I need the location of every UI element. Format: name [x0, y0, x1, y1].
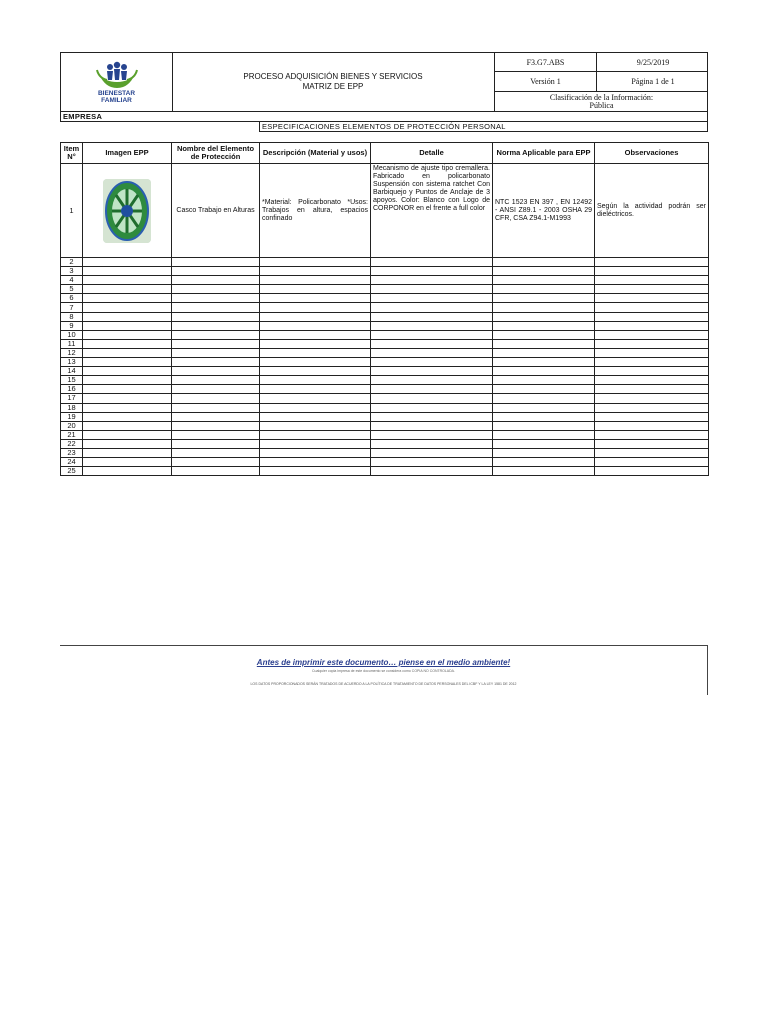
- empty-cell: [260, 276, 371, 285]
- empty-cell: [595, 430, 709, 439]
- empty-cell: [371, 385, 493, 394]
- empty-cell: [83, 403, 172, 412]
- empty-cell: [595, 348, 709, 357]
- empty-cell: [595, 321, 709, 330]
- empty-cell: [493, 276, 595, 285]
- empty-cell: [172, 385, 260, 394]
- row-number: 25: [61, 467, 83, 476]
- empty-cell: [83, 458, 172, 467]
- empty-cell: [493, 439, 595, 448]
- empty-cell: [493, 285, 595, 294]
- epp-table: [60, 142, 709, 476]
- empty-cell: [83, 394, 172, 403]
- empty-cell: [595, 394, 709, 403]
- col-detalle: Detalle: [371, 143, 493, 164]
- empty-cell: [260, 339, 371, 348]
- empty-cell: [371, 421, 493, 430]
- table-row: [61, 258, 709, 267]
- empty-cell: [371, 321, 493, 330]
- empty-cell: [371, 458, 493, 467]
- empty-cell: [493, 394, 595, 403]
- empty-cell: [83, 385, 172, 394]
- empty-cell: [493, 367, 595, 376]
- empty-cell: [371, 367, 493, 376]
- empty-cell: [83, 312, 172, 321]
- empty-cell: [260, 285, 371, 294]
- empty-cell: [493, 330, 595, 339]
- empty-cell: [595, 267, 709, 276]
- hard-hat-image-icon: [103, 179, 151, 243]
- empty-cell: [83, 348, 172, 357]
- row-number: 18: [61, 403, 83, 412]
- row-number: 23: [61, 448, 83, 457]
- empty-cell: [260, 421, 371, 430]
- empty-cell: [172, 467, 260, 476]
- empty-cell: [260, 403, 371, 412]
- empty-cell: [371, 339, 493, 348]
- table-row: [61, 367, 709, 376]
- epp-image-cell: [83, 164, 172, 258]
- logo-text-line2: FAMILIAR: [101, 97, 132, 104]
- table-row: [61, 403, 709, 412]
- empty-cell: [260, 439, 371, 448]
- empty-cell: [371, 285, 493, 294]
- empty-cell: [595, 330, 709, 339]
- empty-cell: [172, 339, 260, 348]
- empresa-label: EMPRESA: [63, 112, 103, 121]
- copy-notice: Cualquier copia impresa de este documento se considera como COPIA NO CONTROLADA.: [312, 669, 455, 673]
- empty-cell: [260, 376, 371, 385]
- document-title: [172, 53, 494, 111]
- empty-cell: [595, 448, 709, 457]
- empty-cell: [172, 321, 260, 330]
- empty-cell: [260, 321, 371, 330]
- empty-cell: [83, 376, 172, 385]
- bienestar-familiar-logo-icon: [95, 60, 139, 90]
- table-row: [61, 358, 709, 367]
- empty-cell: [172, 276, 260, 285]
- table-row: [61, 394, 709, 403]
- table-row: [61, 267, 709, 276]
- empty-cell: [371, 312, 493, 321]
- table-row: [61, 439, 709, 448]
- table-row: [61, 276, 709, 285]
- empty-cell: [371, 258, 493, 267]
- empty-cell: [260, 312, 371, 321]
- empty-cell: [371, 276, 493, 285]
- table-row: [61, 321, 709, 330]
- classification-value: Pública: [589, 100, 614, 110]
- empty-cell: [595, 421, 709, 430]
- table-row: [61, 348, 709, 357]
- table-row: [61, 312, 709, 321]
- norma-cell: NTC 1523 EN 397 , EN 12492 - ANSI Z89.1 - 2003 OSHA 29 CFR, CSA Z94.1-M1993: [493, 164, 595, 258]
- col-nombre: Nombre del Elemento de Protección: [172, 143, 260, 164]
- specifications-title: ESPECIFICACIONES ELEMENTOS DE PROTECCIÓN PERSONAL: [262, 122, 506, 131]
- row-number: 9: [61, 321, 83, 330]
- empty-cell: [172, 267, 260, 276]
- table-row: [61, 294, 709, 303]
- empty-cell: [260, 330, 371, 339]
- row-number: 6: [61, 294, 83, 303]
- empty-cell: [83, 330, 172, 339]
- row-number: 13: [61, 358, 83, 367]
- empty-cell: [172, 294, 260, 303]
- empty-cell: [83, 303, 172, 312]
- empty-cell: [172, 448, 260, 457]
- empty-cell: [595, 439, 709, 448]
- table-header-row: [61, 143, 709, 164]
- empty-cell: [260, 367, 371, 376]
- empty-cell: [371, 358, 493, 367]
- empty-cell: [493, 448, 595, 457]
- empty-cell: [83, 294, 172, 303]
- page-footer: [60, 645, 708, 695]
- empty-cell: [595, 258, 709, 267]
- empty-cell: [172, 367, 260, 376]
- empty-cell: [595, 312, 709, 321]
- empty-cell: [260, 412, 371, 421]
- empty-cell: [371, 267, 493, 276]
- empty-cell: [172, 348, 260, 357]
- row-number: 8: [61, 312, 83, 321]
- row-number: 12: [61, 348, 83, 357]
- empty-cell: [172, 421, 260, 430]
- row-number: 1: [61, 164, 83, 258]
- empty-cell: [83, 267, 172, 276]
- empty-cell: [371, 439, 493, 448]
- row-number: 7: [61, 303, 83, 312]
- empty-cell: [83, 276, 172, 285]
- specifications-row: [259, 122, 708, 132]
- empty-cell: [83, 448, 172, 457]
- empty-cell: [83, 467, 172, 476]
- empty-cell: [595, 339, 709, 348]
- table-row: [61, 458, 709, 467]
- row-number: 19: [61, 412, 83, 421]
- empty-cell: [260, 385, 371, 394]
- col-norma: Norma Aplicable para EPP: [493, 143, 595, 164]
- empty-cell: [172, 458, 260, 467]
- empty-cell: [260, 258, 371, 267]
- row-number: 14: [61, 367, 83, 376]
- empty-cell: [172, 258, 260, 267]
- empty-cell: [83, 430, 172, 439]
- empty-cell: [595, 294, 709, 303]
- empty-cell: [83, 339, 172, 348]
- empty-cell: [595, 276, 709, 285]
- empty-cell: [595, 358, 709, 367]
- empty-cell: [260, 267, 371, 276]
- table-row: [61, 303, 709, 312]
- empty-cell: [493, 458, 595, 467]
- empty-cell: [83, 358, 172, 367]
- empty-cell: [595, 403, 709, 412]
- empty-cell: [172, 303, 260, 312]
- empty-cell: [493, 303, 595, 312]
- empty-cell: [83, 421, 172, 430]
- table-row: [61, 164, 709, 258]
- document-code: F3.G7.ABS: [526, 57, 565, 67]
- table-row: [61, 285, 709, 294]
- empty-cell: [493, 312, 595, 321]
- document-header: [60, 52, 708, 112]
- table-row: [61, 421, 709, 430]
- empty-cell: [83, 439, 172, 448]
- empty-cell: [260, 303, 371, 312]
- empty-cell: [260, 458, 371, 467]
- empty-cell: [493, 348, 595, 357]
- empty-cell: [493, 258, 595, 267]
- empty-cell: [371, 348, 493, 357]
- empty-cell: [595, 303, 709, 312]
- observaciones-cell: Según la actividad podrán ser dieléctricos.: [595, 164, 709, 258]
- empresa-row: [60, 112, 708, 122]
- process-title: PROCESO ADQUISICIÓN BIENES Y SERVICIOS: [243, 72, 423, 81]
- empty-cell: [595, 376, 709, 385]
- descripcion-cell: *Material: Policarbonato *Usos: Trabajos en altura, espacios confinado: [260, 164, 371, 258]
- empty-cell: [172, 376, 260, 385]
- empty-cell: [172, 358, 260, 367]
- logo: [61, 53, 173, 111]
- empty-cell: [493, 294, 595, 303]
- empty-cell: [595, 467, 709, 476]
- empty-cell: [595, 385, 709, 394]
- col-imagen: Imagen EPP: [83, 143, 172, 164]
- empty-cell: [493, 467, 595, 476]
- empty-cell: [260, 430, 371, 439]
- row-number: 3: [61, 267, 83, 276]
- empty-cell: [83, 367, 172, 376]
- empty-cell: [172, 439, 260, 448]
- empty-cell: [371, 294, 493, 303]
- matrix-title: MATRIZ DE EPP: [302, 82, 364, 91]
- empty-cell: [371, 330, 493, 339]
- table-row: [61, 467, 709, 476]
- empty-cell: [595, 367, 709, 376]
- empty-cell: [595, 458, 709, 467]
- document-meta: [494, 53, 708, 111]
- empty-cell: [493, 358, 595, 367]
- empty-cell: [172, 430, 260, 439]
- row-number: 24: [61, 458, 83, 467]
- row-number: 17: [61, 394, 83, 403]
- empty-cell: [371, 403, 493, 412]
- empty-cell: [371, 394, 493, 403]
- row-number: 11: [61, 339, 83, 348]
- empty-cell: [260, 448, 371, 457]
- empty-cell: [493, 267, 595, 276]
- row-number: 16: [61, 385, 83, 394]
- empty-cell: [260, 394, 371, 403]
- detalle-cell: Mecanismo de ajuste tipo cremallera. Fabricado en policarbonato Suspensión con sistema ratchet Con Barbiquejo y Puntos de Anclaje de 3 apoyos. Color: Blanco con Logo de CORPONOR en el frente a full color: [371, 164, 493, 258]
- empty-cell: [595, 412, 709, 421]
- row-number: 10: [61, 330, 83, 339]
- col-observaciones: Observaciones: [595, 143, 709, 164]
- empty-cell: [172, 403, 260, 412]
- empty-cell: [493, 403, 595, 412]
- empty-cell: [172, 412, 260, 421]
- nombre-cell: Casco Trabajo en Alturas: [172, 164, 260, 258]
- empty-cell: [83, 258, 172, 267]
- empty-cell: [371, 412, 493, 421]
- empty-cell: [371, 376, 493, 385]
- empty-cell: [493, 430, 595, 439]
- document-date: 9/25/2019: [636, 57, 670, 67]
- empty-cell: [260, 294, 371, 303]
- row-number: 15: [61, 376, 83, 385]
- empty-cell: [493, 339, 595, 348]
- table-row: [61, 412, 709, 421]
- empty-cell: [83, 321, 172, 330]
- empty-cell: [371, 448, 493, 457]
- empty-cell: [371, 303, 493, 312]
- row-number: 4: [61, 276, 83, 285]
- document-version: Versión 1: [530, 77, 561, 86]
- empty-cell: [371, 467, 493, 476]
- empty-cell: [260, 358, 371, 367]
- empty-cell: [493, 412, 595, 421]
- empty-cell: [493, 421, 595, 430]
- table-row: [61, 430, 709, 439]
- privacy-notice: LOS DATOS PROPORCIONADOS SERÁN TRATADOS DE ACUERDO A LA POLÍTICA DE TRATAMIENTO DE DATOS PERSONALES DEL ICBF Y LA LEY 1581 DE 2012: [250, 682, 517, 686]
- row-number: 21: [61, 430, 83, 439]
- table-row: [61, 385, 709, 394]
- empty-cell: [493, 385, 595, 394]
- row-number: 2: [61, 258, 83, 267]
- row-number: 20: [61, 421, 83, 430]
- empty-cell: [83, 285, 172, 294]
- logo-text-line1: BIENESTAR: [97, 90, 136, 97]
- col-item: Item N°: [61, 143, 83, 164]
- empty-cell: [371, 430, 493, 439]
- col-descripcion: Descripción (Material y usos): [260, 143, 371, 164]
- empty-cell: [493, 321, 595, 330]
- empty-cell: [595, 285, 709, 294]
- empty-cell: [172, 394, 260, 403]
- empty-cell: [260, 348, 371, 357]
- page-number: Página 1 de 1: [631, 77, 675, 86]
- empty-cell: [172, 285, 260, 294]
- classification-label: Clasificación de la Información:: [549, 92, 654, 102]
- empty-cell: [172, 330, 260, 339]
- empty-cell: [172, 312, 260, 321]
- row-number: 5: [61, 285, 83, 294]
- empty-cell: [260, 467, 371, 476]
- table-row: [61, 330, 709, 339]
- row-number: 22: [61, 439, 83, 448]
- empty-cell: [493, 376, 595, 385]
- empty-cell: [83, 412, 172, 421]
- table-row: [61, 376, 709, 385]
- table-row: [61, 448, 709, 457]
- environment-notice: Antes de imprimir este documento… piense en el medio ambiente!: [256, 658, 511, 667]
- table-row: [61, 339, 709, 348]
